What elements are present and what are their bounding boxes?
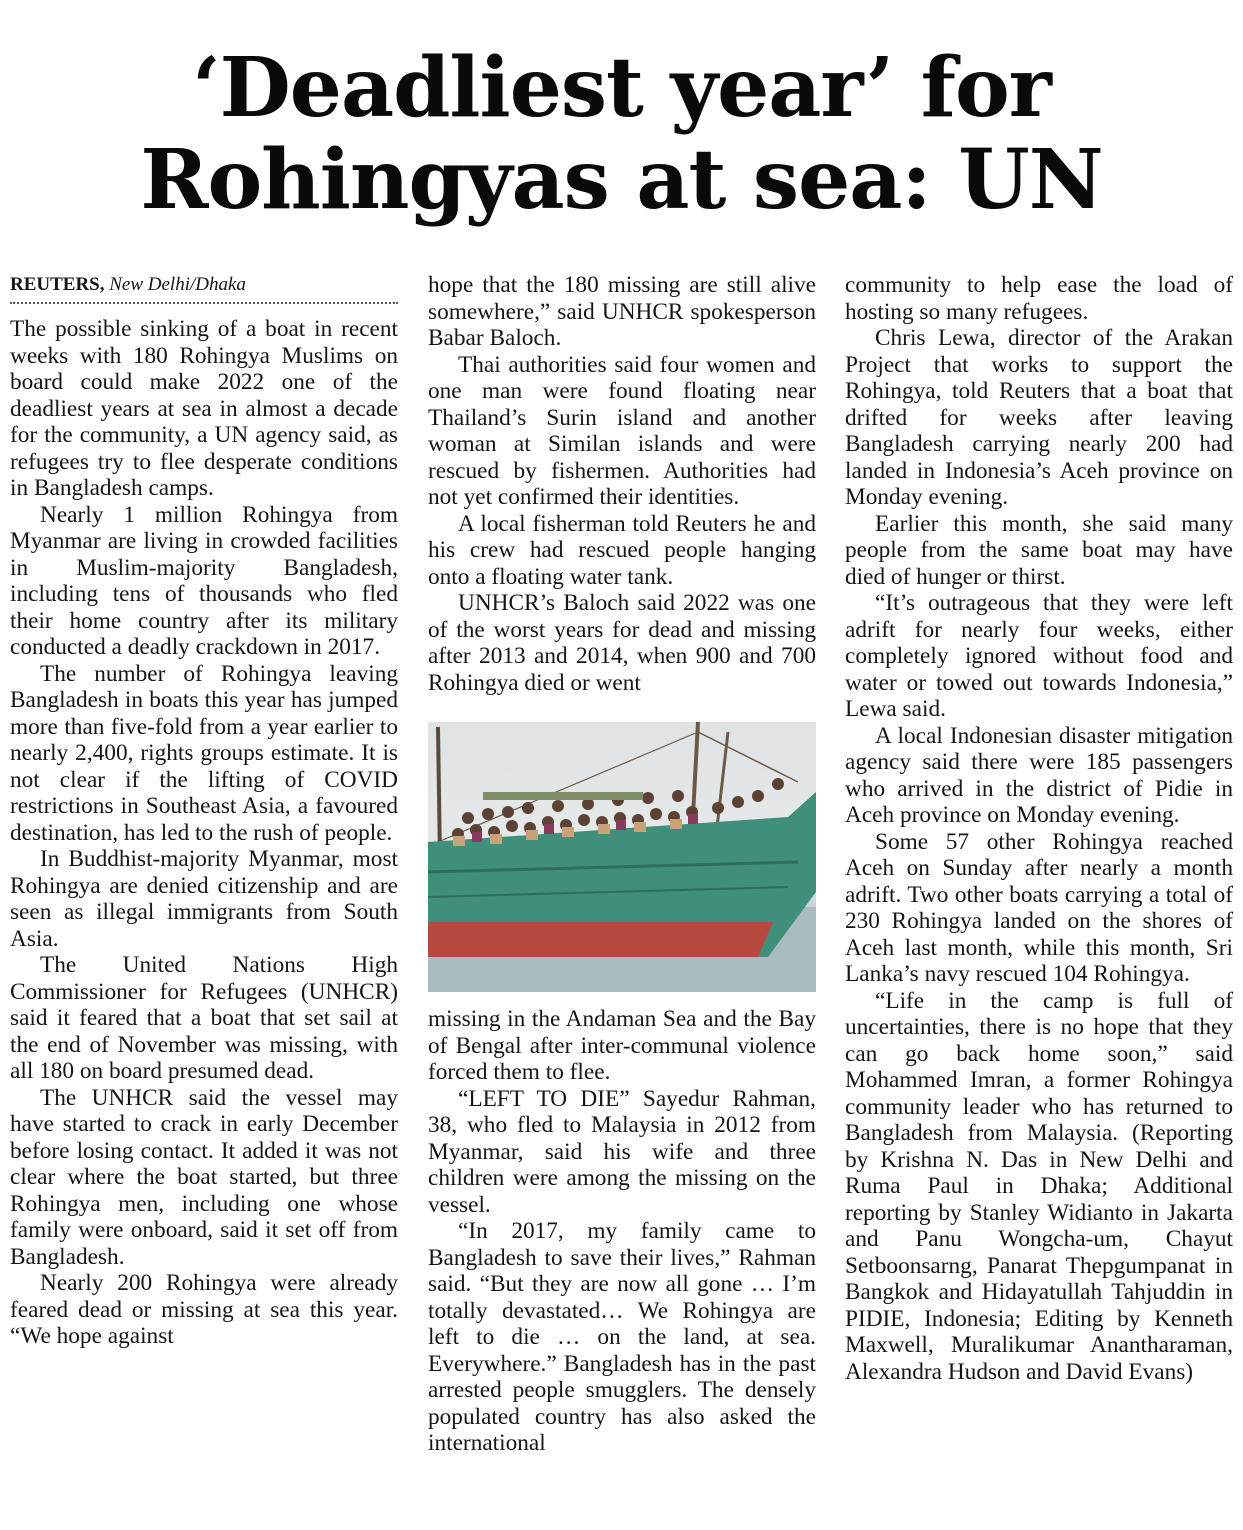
byline-location: New Delhi/Dhaka	[109, 274, 246, 295]
headline-line-1: ‘Deadliest year’ for	[192, 40, 1051, 136]
article-column-3	[845, 272, 1233, 1522]
paragraph: The UNHCR said the vessel may have started to crack in early December before losing contact. It added it was not clear where the boat started, but three Rohingya men, including one whose family were onboard, said it set off from Bangladesh.	[10, 1084, 398, 1270]
article-column-2	[428, 272, 816, 1522]
paragraph: Nearly 200 Rohingya were already feared dead or missing at sea this year. “We hope against	[10, 1270, 398, 1349]
paragraph: hope that the 180 missing are still alive somewhere,” said UNHCR spokesperson Babar Baloch.	[428, 272, 816, 351]
paragraph: A local Indonesian disaster mitigation agency said there were 185 passengers who arrived in the district of Pidie in Aceh province on Monday evening.	[845, 722, 1233, 828]
paragraph: “It’s outrageous that they were left adrift for nearly four weeks, either completely ignored without food and water or towed out towards Indonesia,” Lewa said.	[845, 590, 1233, 722]
paragraph: Some 57 other Rohingya reached Aceh on Sunday after nearly a month adrift. Two other boats carrying a total of 230 Rohingya landed on the shores of Aceh last month, while this month, Sri Lanka’s navy rescued 104 Rohingya.	[845, 828, 1233, 987]
paragraph: Earlier this month, she said many people from the same boat may have died of hunger or thirst.	[845, 510, 1233, 590]
paragraph: Chris Lewa, director of the Arakan Project that works to support the Rohingya, told Reuters that a boat that drifted for weeks after leaving Bangladesh carrying nearly 200 had landed in Indonesia’s Aceh province on Monday evening.	[845, 325, 1233, 510]
paragraph: community to help ease the load of hosting so many refugees.	[845, 272, 1233, 325]
headline-line-2: Rohingyas at sea: UN	[140, 132, 1103, 228]
headline	[0, 42, 1243, 226]
paragraph: “In 2017, my family came to Bangladesh to save their lives,” Rahman said. “But they are now all gone … I’m totally devastated… We Rohingya are left to die … on the land, at sea. Everywhere.” Bangladesh has in the past arrested people smugglers. The densely populated country has also asked the international	[428, 1218, 816, 1456]
paragraph: Nearly 1 million Rohingya from Myanmar are living in crowded facilities in Muslim-majority Bangladesh, including tens of thousands who fled their home country after its military conducted a deadly crackdown in 2017.	[10, 501, 398, 660]
byline-agency: REUTERS,	[10, 274, 105, 295]
paragraph: The United Nations High Commissioner for Refugees (UNHCR) said it feared that a boat that set sail at the end of November was missing, with all 180 on board presumed dead.	[10, 952, 398, 1084]
paragraph: “Life in the camp is full of uncertainties, there is no hope that they can go back home soon,” said Mohammed Imran, a former Rohingya community leader who has returned to Bangladesh from Malaysia. (Reporting by Krishna N. Das in New Delhi and Ruma Paul in Dhaka; Additional reporting by Stanley Widianto in Jakarta and Panu Wongcha-um, Chayut Setboonsarng, Panarat Thepgumpanat in Bangkok and Hidayatullah Tahjuddin in PIDIE, Indonesia; Editing by Kenneth Maxwell, Muralikumar Anantharaman, Alexandra Hudson and David Evans)	[845, 987, 1233, 1385]
byline	[10, 272, 398, 298]
paragraph: In Buddhist-majority Myanmar, most Rohingya are denied citizenship and are seen as illegal immigrants from South Asia.	[10, 846, 398, 952]
paragraph: The number of Rohingya leaving Bangladesh in boats this year has jumped more than five-fold from a year earlier to nearly 2,400, rights groups estimate. It is not clear if the lifting of COVID restrictions in Southeast Asia, a favoured destination, has led to the rush of people.	[10, 660, 398, 846]
paragraph: UNHCR’s Baloch said 2022 was one of the worst years for dead and missing after 2013 and 2014, when 900 and 700 Rohingya died or went	[428, 590, 816, 696]
boat-photo-illustration	[428, 722, 816, 992]
byline-divider	[10, 302, 398, 304]
paragraph: The possible sinking of a boat in recent weeks with 180 Rohingya Muslims on board could make 2022 one of the deadliest years at sea in almost a decade for the community, a UN agency said, as refugees try to flee desperate conditions in Bangladesh camps.	[10, 316, 398, 501]
paragraph: A local fisherman told Reuters he and his crew had rescued people hanging onto a floating water tank.	[428, 510, 816, 590]
paragraph: missing in the Andaman Sea and the Bay of Bengal after inter-communal violence forced them to flee.	[428, 1006, 816, 1085]
article-column-1	[10, 272, 398, 1522]
paragraph: “LEFT TO DIE” Sayedur Rahman, 38, who fled to Malaysia in 2012 from Myanmar, said his wife and three children were among the missing on the vessel.	[428, 1085, 816, 1218]
paragraph: Thai authorities said four women and one man were found floating near Thailand’s Surin island and another woman at Similan islands and were rescued by fishermen. Authorities had not yet confirmed their identities.	[428, 351, 816, 510]
news-photo	[428, 722, 816, 992]
